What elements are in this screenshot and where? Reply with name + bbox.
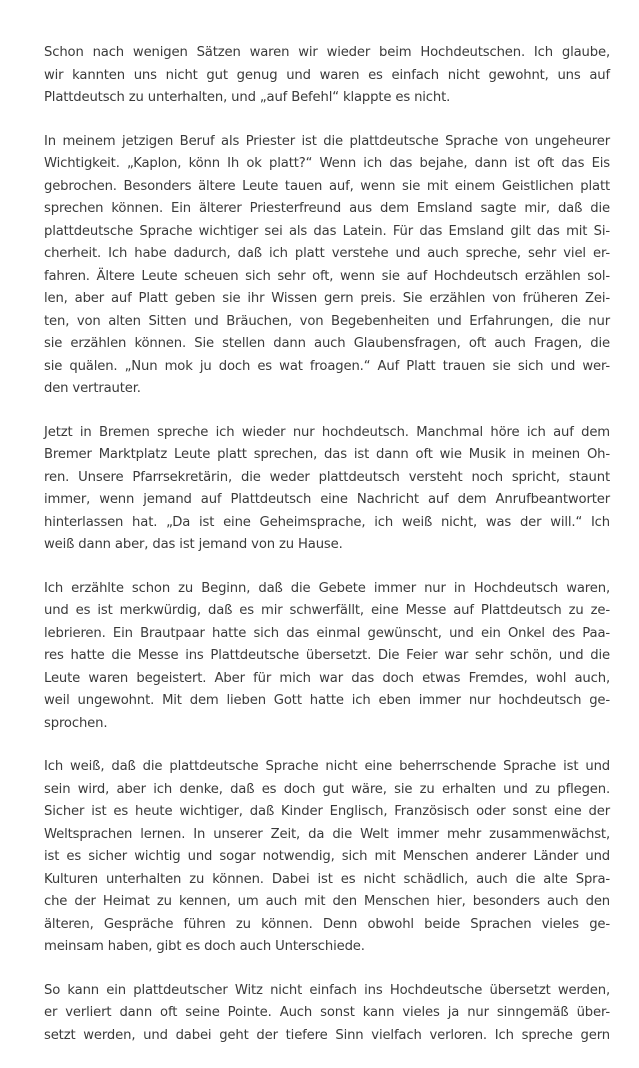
text-line: Jetzt in Bremen spreche ich wieder nur hochdeutsch. Manchmal höre ich auf dem (44, 424, 610, 440)
text-line: che der Heimat zu kennen, um auch mit den Menschen hier, besonders auch den (44, 894, 610, 909)
text-line: ren. Unsere Pfarrsekretärin, die weder plattdeutsch versteht noch spricht, staunt (44, 469, 610, 485)
text-line: Sicher ist es heute wichtiger, daß Kinder Englisch, Französisch oder sonst eine der (44, 804, 610, 819)
paragraph-1 (44, 42, 610, 110)
text-line: älteren, Gespräche führen zu können. Denn obwohl beide Sprachen vieles ge- (44, 916, 610, 932)
text-line: meinsam haben, gibt es doch auch Unterschiede. (44, 939, 365, 954)
text-line: weil ungewohnt. Mit dem lieben Gott hatte ich eben immer nur hochdeutsch ge- (44, 693, 610, 708)
text-line: Ich weiß, daß die plattdeutsche Sprache nicht eine beherrschende Sprache ist und (44, 759, 610, 774)
text-line: gebrochen. Besonders ältere Leute tauen auf, wenn sie mit einem Geistlichen platt (44, 178, 610, 194)
text-line: cherheit. Ich habe dadurch, daß ich platt verstehe und auch spreche, sehr viel er- (44, 246, 610, 261)
text-line: fahren. Ältere Leute scheuen sich sehr oft, wenn sie auf Hochdeutsch erzählen sol- (44, 268, 610, 284)
paragraph-5 (44, 756, 610, 959)
text-line: Ich erzählte schon zu Beginn, daß die Gebete immer nur in Hochdeutsch waren, (44, 580, 610, 596)
paragraph-2 (44, 131, 610, 401)
text-line: res hatte die Messe ins Plattdeutsche übersetzt. Die Feier war sehr schön, und die (44, 648, 610, 663)
paragraph-3 (44, 422, 610, 557)
text-line: len, aber auf Platt geben sie ihr Wissen gern preis. Sie erzählen von früheren Zei- (44, 291, 610, 306)
text-line: sie quälen. „Nun mok ju doch es wat froagen.“ Auf Platt trauen sie sich und wer- (44, 358, 610, 374)
text-line: den vertrauter. (44, 381, 141, 396)
text-line: plattdeutsche Sprache wichtiger sei als das Latein. Für das Emsland gilt das mit Si- (44, 223, 610, 239)
text-line: lebrieren. Ein Brautpaar hatte sich das einmal gewünscht, und ein Onkel des Paa- (44, 625, 610, 641)
text-line: sie erzählen können. Sie stellen dann auch Glaubensfragen, oft auch Fragen, die (44, 336, 610, 351)
paragraph-4 (44, 578, 610, 736)
text-line: sprochen. (44, 715, 108, 731)
text-line: Schon nach wenigen Sätzen waren wir wieder beim Hochdeutschen. Ich glaube, (44, 45, 610, 60)
text-line: sprechen können. Ein älterer Priesterfreund aus dem Emsland sagte mir, daß die (44, 201, 610, 216)
document-page (44, 42, 610, 1068)
text-line: weiß dann aber, das ist jemand von zu Hause. (44, 537, 343, 552)
text-line: Plattdeutsch zu unterhalten, und „auf Befehl“ klappte es nicht. (44, 90, 451, 105)
text-line: sein wird, aber ich denke, daß es doch gut wäre, sie zu erhalten und zu pflegen. (44, 781, 610, 797)
text-line: ten, von alten Sitten und Bräuchen, von Begebenheiten und Erfahrungen, die nur (44, 313, 610, 329)
text-line: Leute waren begeistert. Aber für mich war das doch etwas Fremdes, wohl auch, (44, 670, 610, 686)
text-line: wir kannten uns nicht gut genug und waren es einfach nicht gewohnt, uns auf (44, 67, 610, 83)
text-line: Kulturen unterhalten zu können. Dabei ist es nicht schädlich, auch die alte Spra- (44, 871, 610, 887)
text-line: immer, wenn jemand auf Plattdeutsch eine Nachricht auf dem Anrufbeantworter (44, 492, 610, 507)
text-line: hinterlassen hat. „Da ist eine Geheimsprache, ich weiß nicht, was der will.“ Ich (44, 514, 610, 530)
text-line: Bremer Marktplatz Leute platt sprechen, das ist dann oft wie Musik in meinen Oh- (44, 447, 610, 462)
text-line: Wichtigkeit. „Kaplon, könn Ih ok platt?“ Wenn ich das bejahe, dann ist oft das Eis (44, 156, 610, 171)
text-line: Weltsprachen lernen. In unserer Zeit, da die Welt immer mehr zusammenwächst, (44, 826, 610, 842)
text-line: ist es sicher wichtig und sogar notwendig, sich mit Menschen anderer Länder und (44, 849, 610, 864)
text-line: setzt werden, und dabei geht der tiefere Sinn vielfach verloren. Ich spreche gern (44, 1027, 610, 1043)
text-line: In meinem jetzigen Beruf als Priester ist die plattdeutsche Sprache von ungeheurer (44, 133, 610, 149)
text-line: er verliert dann oft seine Pointe. Auch sonst kann vieles ja nur sinngemäß über- (44, 1005, 610, 1020)
text-line: So kann ein plattdeutscher Witz nicht einfach ins Hochdeutsche übersetzt werden, (44, 982, 610, 998)
paragraph-6 (44, 980, 610, 1048)
text-line: und es ist merkwürdig, daß es mir schwerfällt, eine Messe auf Plattdeutsch zu ze- (44, 603, 610, 618)
